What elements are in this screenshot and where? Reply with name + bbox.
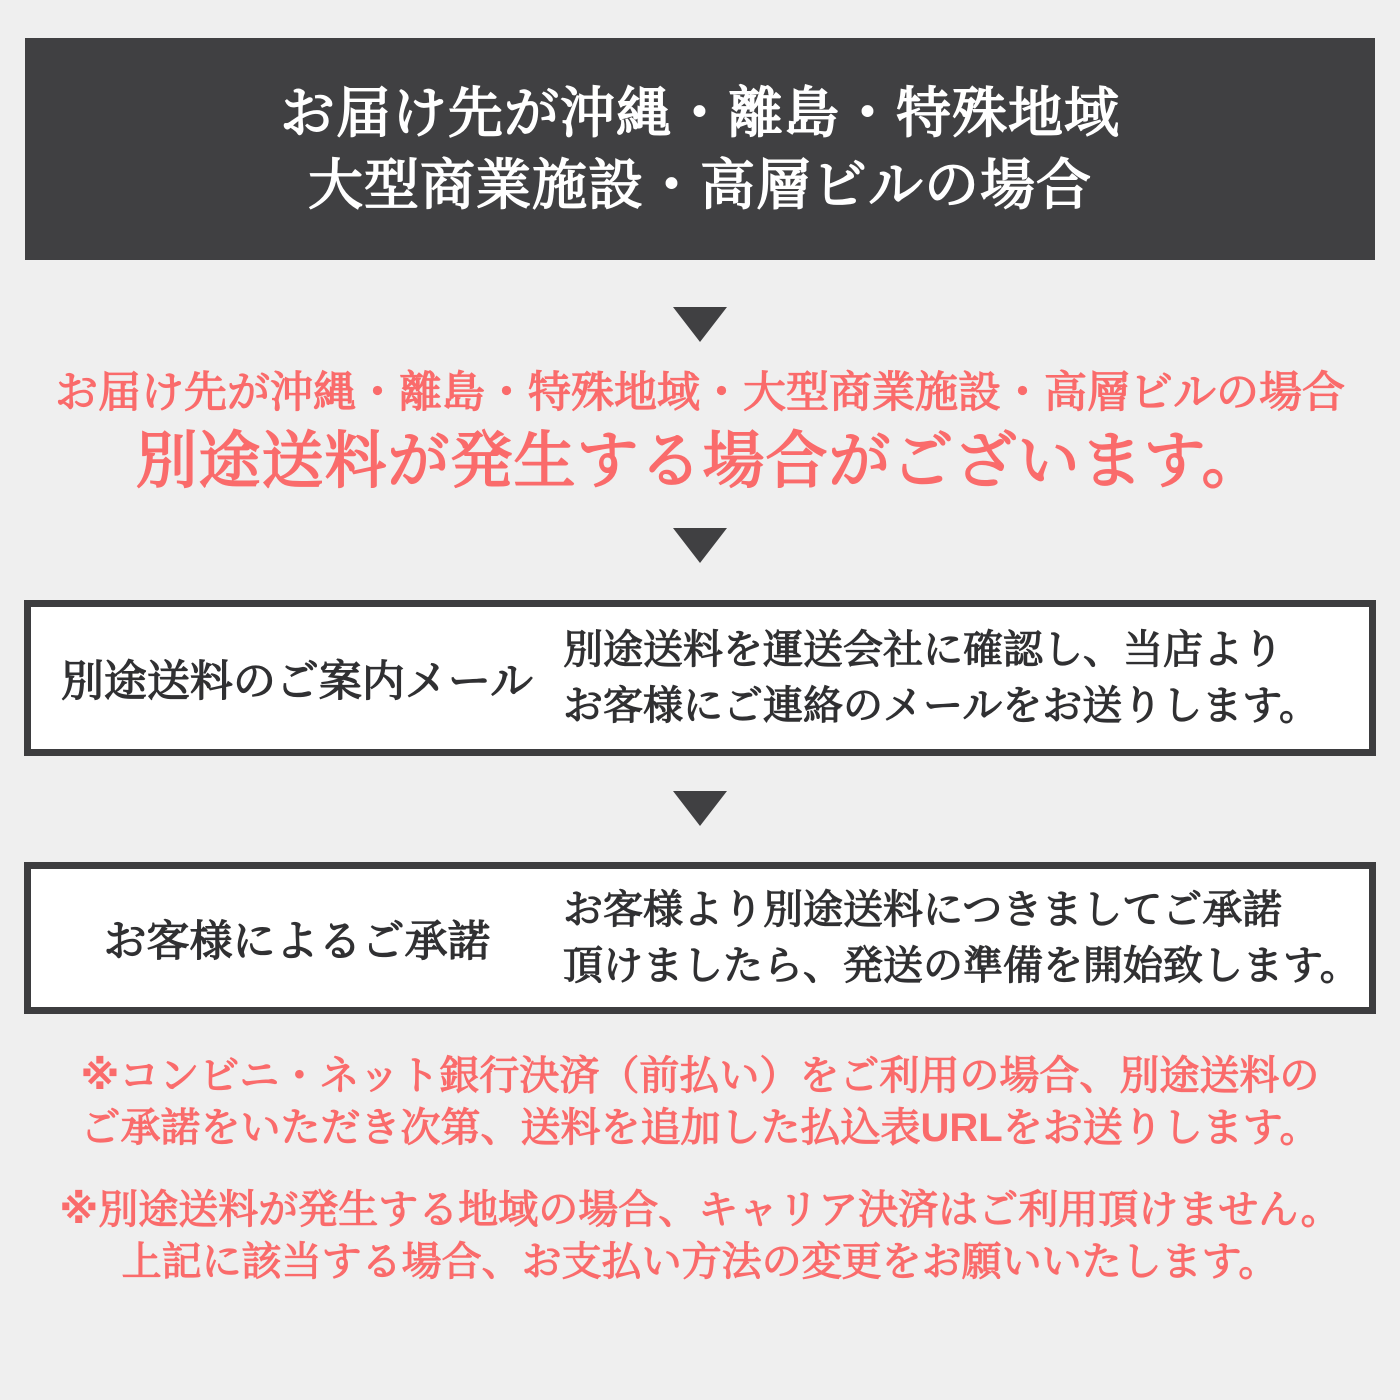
header-banner bbox=[25, 38, 1375, 260]
footnote-line: ※別途送料が発生する地域の場合、キャリア決済はご利用頂けません。 bbox=[59, 1188, 1341, 1232]
footnotes bbox=[0, 1050, 1400, 1318]
down-arrow-icon bbox=[673, 528, 727, 563]
footnote-payment-prepaid bbox=[0, 1050, 1400, 1154]
down-arrow-icon bbox=[673, 307, 727, 342]
step-description-line-1: 別途送料を運送会社に確認し、当店より bbox=[563, 628, 1283, 672]
step-shipping-fee-mail bbox=[24, 600, 1376, 756]
step-description bbox=[563, 882, 1369, 994]
header-line-1: お届け先が沖縄・離島・特殊地域 bbox=[279, 82, 1120, 144]
down-arrow-icon bbox=[673, 791, 727, 826]
footnote-carrier-payment bbox=[0, 1184, 1400, 1288]
footnote-line: ご承諾をいただき次第、送料を追加した払込表URLをお送りします。 bbox=[80, 1106, 1320, 1150]
header-line-2: 大型商業施設・高層ビルの場合 bbox=[307, 154, 1092, 216]
step-description-line-2: お客様にご連絡のメールをお送りします。 bbox=[563, 684, 1319, 728]
step-label: お客様によるご承諾 bbox=[103, 917, 491, 966]
footnote-line: ※コンビニ・ネット銀行決済（前払い）をご利用の場合、別途送料の bbox=[80, 1054, 1320, 1098]
notice-main-line: 別途送料が発生する場合がございます。 bbox=[135, 427, 1265, 496]
step-description-line-1: お客様より別途送料につきましてご承諾 bbox=[563, 888, 1283, 932]
extra-shipping-notice bbox=[0, 366, 1400, 498]
step-label: 別途送料のご案内メール bbox=[60, 657, 534, 706]
step-description bbox=[563, 622, 1369, 734]
footnote-line: 上記に該当する場合、お支払い方法の変更をお願いいたします。 bbox=[121, 1240, 1279, 1284]
step-description-line-2: 頂けましたら、発送の準備を開始致します。 bbox=[563, 944, 1360, 988]
step-customer-approval bbox=[24, 862, 1376, 1014]
notice-condition-line: お届け先が沖縄・離島・特殊地域・大型商業施設・高層ビルの場合 bbox=[55, 369, 1345, 417]
